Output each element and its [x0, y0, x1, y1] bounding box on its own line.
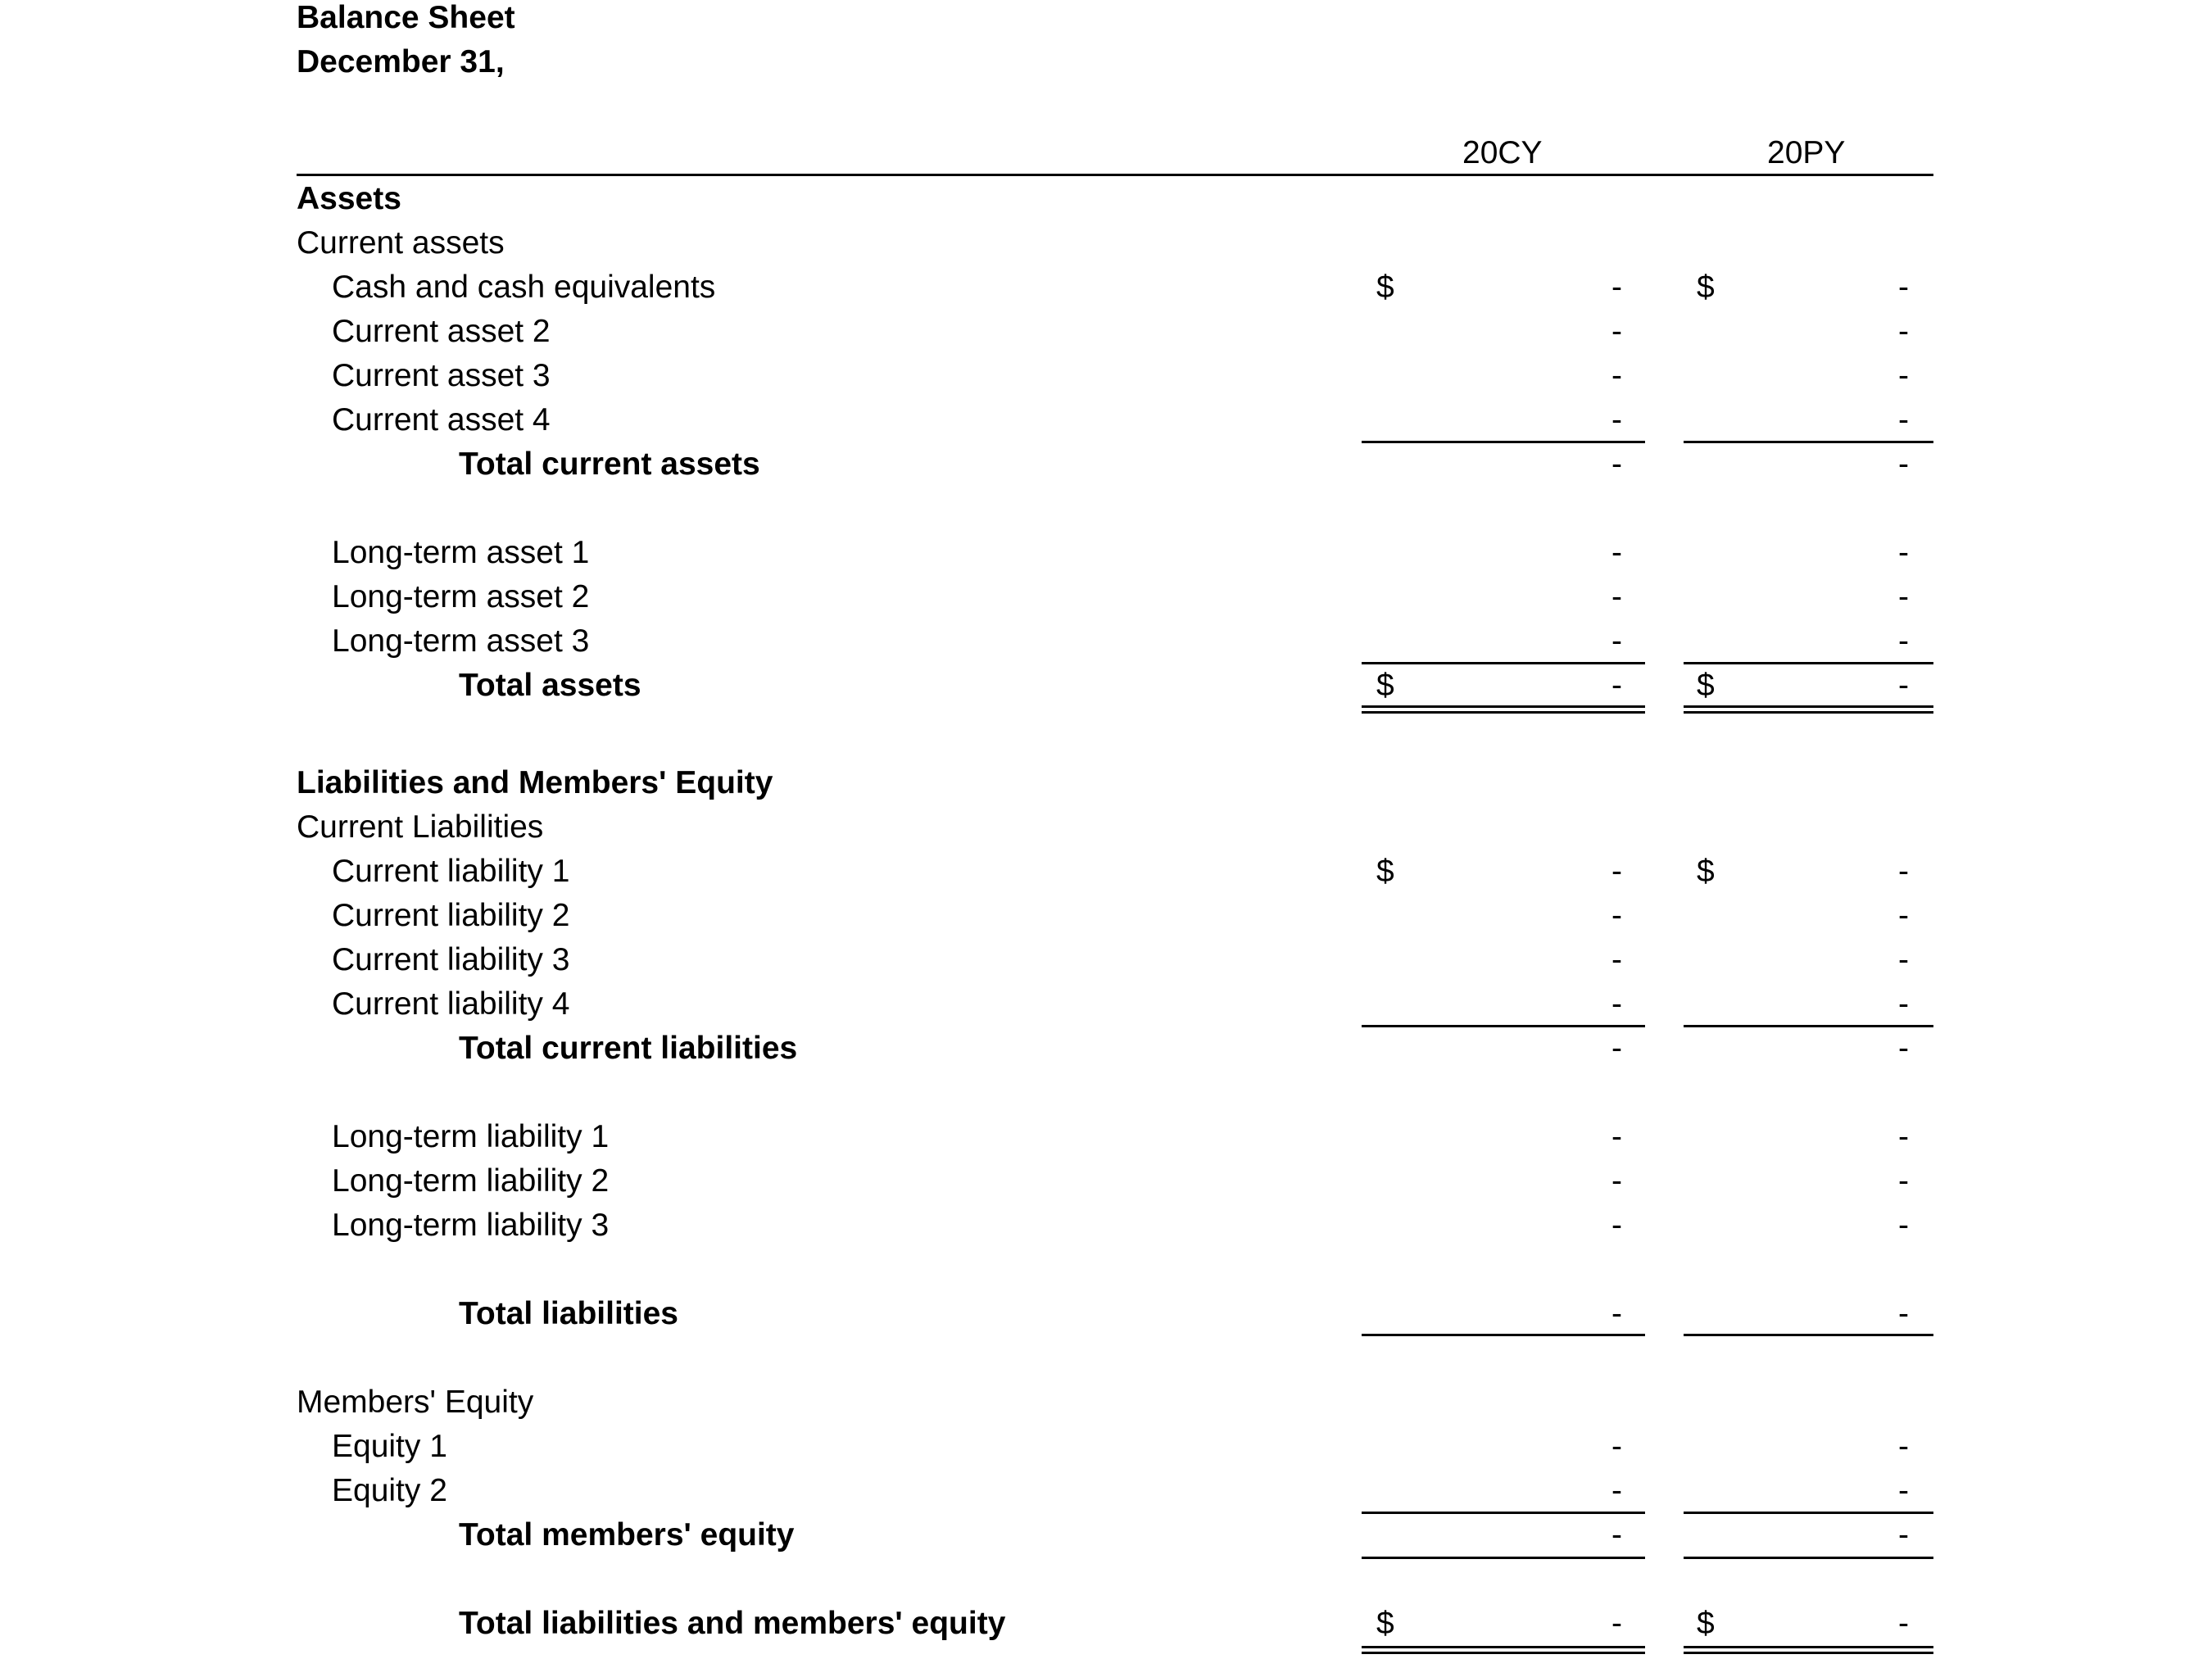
total-label: Total current liabilities — [459, 1031, 798, 1066]
total-label: Total members' equity — [459, 1517, 795, 1552]
row-label: Long-term liability 3 — [332, 1208, 610, 1243]
row-label: Long-term asset 1 — [332, 535, 590, 570]
report-date: December 31, — [297, 44, 505, 79]
value-20py: - — [1898, 1031, 1909, 1066]
value-20py: - — [1898, 1208, 1909, 1243]
value-20cy: - — [1611, 1208, 1622, 1243]
section-header-row — [0, 1380, 2212, 1425]
table-row — [0, 531, 2212, 575]
total-label: Total current assets — [459, 446, 760, 482]
row-label: Equity 2 — [332, 1473, 447, 1508]
value-20py: - — [1898, 1517, 1909, 1552]
section-current-assets: Current assets — [297, 225, 505, 261]
total-row — [0, 664, 2212, 708]
value-20cy: - — [1611, 1606, 1622, 1641]
currency-symbol: $ — [1376, 270, 1394, 305]
section-liabilities-equity: Liabilities and Members' Equity — [297, 765, 773, 800]
table-row — [0, 619, 2212, 664]
currency-symbol: $ — [1376, 1606, 1394, 1641]
table-row — [0, 1425, 2212, 1469]
section-header-row — [0, 805, 2212, 850]
column-header-20py: 20PY — [1767, 135, 1846, 170]
table-row — [0, 354, 2212, 398]
table-row — [0, 850, 2212, 894]
value-20cy: - — [1611, 402, 1622, 437]
value-20cy: - — [1611, 1163, 1622, 1199]
double-rule-20py — [1684, 1646, 1933, 1648]
currency-symbol: $ — [1376, 668, 1394, 703]
table-row — [0, 575, 2212, 619]
total-rule-20cy — [1362, 1557, 1645, 1559]
double-rule-20cy — [1362, 1652, 1645, 1654]
value-20py: - — [1898, 1163, 1909, 1199]
double-rule-20py — [1684, 705, 1933, 708]
row-label: Current asset 3 — [332, 358, 551, 393]
value-20py: - — [1898, 535, 1909, 570]
value-20py: - — [1898, 854, 1909, 889]
value-20cy: - — [1611, 1296, 1622, 1331]
total-label: Total liabilities and members' equity — [459, 1606, 1006, 1641]
value-20py: - — [1898, 898, 1909, 933]
section-assets: Assets — [297, 181, 401, 216]
table-row — [0, 982, 2212, 1027]
currency-symbol: $ — [1697, 1606, 1715, 1641]
value-20py: - — [1898, 402, 1909, 437]
section-header-row — [0, 221, 2212, 265]
total-rule-20py — [1684, 1557, 1933, 1559]
value-20py: - — [1898, 623, 1909, 659]
value-20cy: - — [1611, 942, 1622, 977]
currency-symbol: $ — [1697, 854, 1715, 889]
row-label: Cash and cash equivalents — [332, 270, 716, 305]
column-header-20cy: 20CY — [1462, 135, 1543, 170]
table-row — [0, 265, 2212, 310]
table-row — [0, 1469, 2212, 1513]
row-label: Current asset 4 — [332, 402, 551, 437]
section-current-liabilities: Current Liabilities — [297, 809, 544, 845]
row-label: Long-term liability 1 — [332, 1119, 610, 1154]
value-20py: - — [1898, 579, 1909, 614]
double-rule-20cy — [1362, 705, 1645, 708]
table-row — [0, 894, 2212, 938]
value-20cy: - — [1611, 854, 1622, 889]
total-rule-20py — [1684, 1334, 1933, 1336]
table-row — [0, 1203, 2212, 1248]
value-20py: - — [1898, 446, 1909, 482]
header-rule — [297, 174, 1933, 176]
section-members-equity: Members' Equity — [297, 1385, 534, 1420]
row-label: Long-term liability 2 — [332, 1163, 610, 1199]
value-20cy: - — [1611, 1473, 1622, 1508]
value-20cy: - — [1611, 535, 1622, 570]
value-20py: - — [1898, 314, 1909, 349]
currency-symbol: $ — [1376, 854, 1394, 889]
row-label: Current liability 3 — [332, 942, 570, 977]
currency-symbol: $ — [1697, 668, 1715, 703]
total-label: Total liabilities — [459, 1296, 678, 1331]
value-20py: - — [1898, 986, 1909, 1022]
total-rule-20cy — [1362, 1334, 1645, 1336]
table-row — [0, 1159, 2212, 1203]
value-20cy: - — [1611, 1429, 1622, 1464]
total-label: Total assets — [459, 668, 641, 703]
value-20cy: - — [1611, 446, 1622, 482]
total-row — [0, 1027, 2212, 1071]
row-label: Current liability 1 — [332, 854, 570, 889]
table-row — [0, 398, 2212, 442]
row-label: Equity 1 — [332, 1429, 447, 1464]
section-header-row — [0, 761, 2212, 805]
value-20cy: - — [1611, 314, 1622, 349]
row-label: Current liability 4 — [332, 986, 570, 1022]
total-row — [0, 1513, 2212, 1557]
total-row — [0, 1292, 2212, 1336]
table-row — [0, 1115, 2212, 1159]
value-20py: - — [1898, 358, 1909, 393]
double-rule-20cy — [1362, 1646, 1645, 1648]
value-20cy: - — [1611, 1517, 1622, 1552]
value-20py: - — [1898, 1119, 1909, 1154]
total-row — [0, 1602, 2212, 1646]
value-20cy: - — [1611, 623, 1622, 659]
value-20cy: - — [1611, 1119, 1622, 1154]
value-20py: - — [1898, 1296, 1909, 1331]
value-20py: - — [1898, 1473, 1909, 1508]
value-20py: - — [1898, 270, 1909, 305]
row-label: Long-term asset 3 — [332, 623, 590, 659]
value-20py: - — [1898, 668, 1909, 703]
currency-symbol: $ — [1697, 270, 1715, 305]
value-20cy: - — [1611, 579, 1622, 614]
table-row — [0, 938, 2212, 982]
table-row — [0, 310, 2212, 354]
value-20py: - — [1898, 942, 1909, 977]
row-label: Long-term asset 2 — [332, 579, 590, 614]
value-20py: - — [1898, 1606, 1909, 1641]
double-rule-20py — [1684, 711, 1933, 714]
row-label: Current asset 2 — [332, 314, 551, 349]
value-20cy: - — [1611, 986, 1622, 1022]
row-label: Current liability 2 — [332, 898, 570, 933]
value-20cy: - — [1611, 270, 1622, 305]
double-rule-20py — [1684, 1652, 1933, 1654]
value-20cy: - — [1611, 358, 1622, 393]
report-title: Balance Sheet — [297, 0, 515, 35]
value-20cy: - — [1611, 898, 1622, 933]
double-rule-20cy — [1362, 711, 1645, 714]
value-20cy: - — [1611, 1031, 1622, 1066]
section-header-row — [0, 177, 2212, 221]
value-20py: - — [1898, 1429, 1909, 1464]
value-20cy: - — [1611, 668, 1622, 703]
total-row — [0, 442, 2212, 487]
